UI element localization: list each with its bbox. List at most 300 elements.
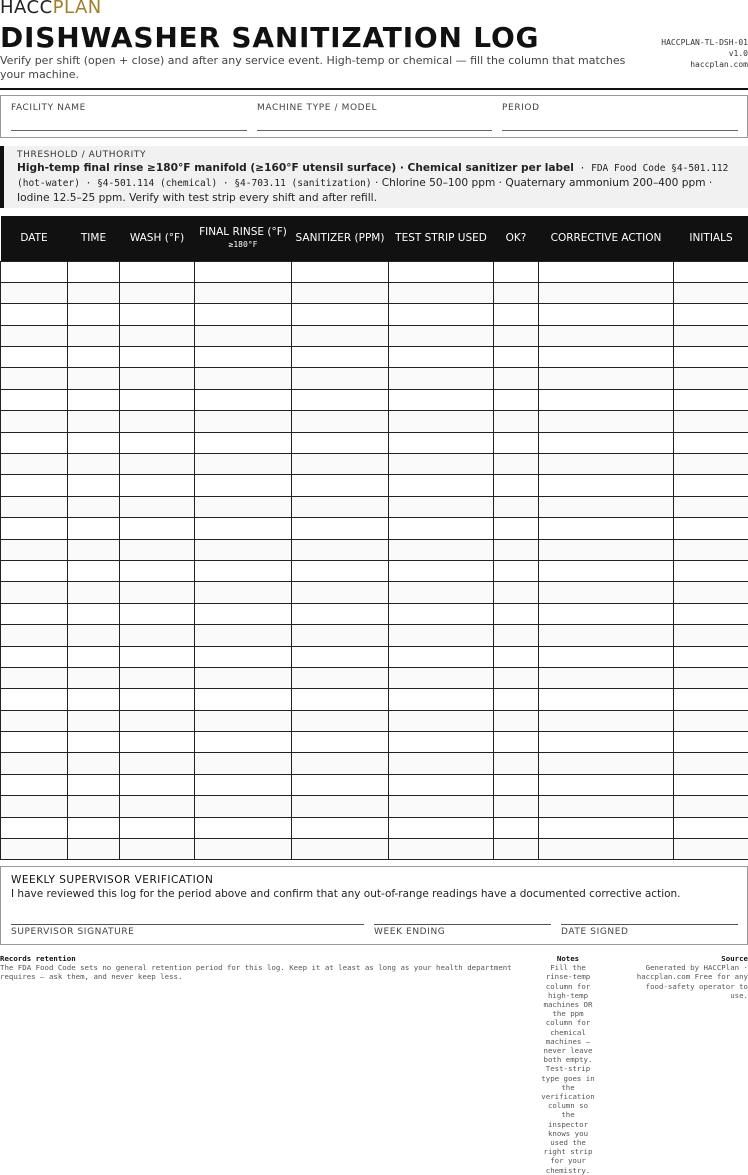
log-cell[interactable] xyxy=(539,475,674,496)
log-cell[interactable] xyxy=(674,710,748,731)
table-row xyxy=(1,753,748,774)
log-cell[interactable] xyxy=(1,347,68,368)
log-cell[interactable] xyxy=(539,582,674,603)
threshold-detail: · Chlorine 50–100 ppm · Quaternary ammonium 200–400 ppm · Iodine 12.5–25 ppm. Verify with test strip every shift and after refill. xyxy=(17,177,713,204)
log-cell[interactable] xyxy=(1,518,68,539)
log-cell[interactable] xyxy=(389,646,494,667)
log-cell[interactable] xyxy=(120,261,195,282)
log-cell[interactable] xyxy=(292,261,389,282)
facility-name-field[interactable] xyxy=(11,96,247,139)
log-cell[interactable] xyxy=(389,261,494,282)
log-cell[interactable] xyxy=(674,261,748,282)
log-cell[interactable] xyxy=(389,368,494,389)
log-cell[interactable] xyxy=(68,817,120,838)
table-row xyxy=(1,347,748,368)
header-rule xyxy=(0,88,748,90)
log-cell[interactable] xyxy=(1,646,68,667)
log-cell[interactable] xyxy=(389,625,494,646)
log-cell[interactable] xyxy=(120,560,195,581)
log-cell[interactable] xyxy=(539,261,674,282)
log-cell[interactable] xyxy=(195,325,292,346)
log-cell[interactable] xyxy=(674,774,748,795)
log-cell[interactable] xyxy=(120,625,195,646)
threshold-rule: High-temp final rinse ≥180°F manifold (≥160°F utensil surface) · Chemical sanitizer per label xyxy=(17,162,574,174)
log-cell[interactable] xyxy=(292,603,389,624)
brand-part-1: HACC xyxy=(0,0,53,18)
log-cell[interactable] xyxy=(539,625,674,646)
log-cell[interactable] xyxy=(494,560,539,581)
log-cell[interactable] xyxy=(292,667,389,688)
col-header-date: DATE xyxy=(1,216,68,261)
log-cell[interactable] xyxy=(195,518,292,539)
log-cell[interactable] xyxy=(292,582,389,603)
log-cell[interactable] xyxy=(494,496,539,517)
log-cell[interactable] xyxy=(674,625,748,646)
log-cell[interactable] xyxy=(674,689,748,710)
log-cell[interactable] xyxy=(1,325,68,346)
notes-heading: Notes xyxy=(556,954,580,963)
log-cell[interactable] xyxy=(195,839,292,860)
log-cell[interactable] xyxy=(68,796,120,817)
log-cell[interactable] xyxy=(68,839,120,860)
log-cell[interactable] xyxy=(674,411,748,432)
log-cell[interactable] xyxy=(674,817,748,838)
log-cell[interactable] xyxy=(494,625,539,646)
period-field[interactable] xyxy=(502,96,738,139)
log-cell[interactable] xyxy=(539,603,674,624)
log-cell[interactable] xyxy=(1,304,68,325)
log-cell[interactable] xyxy=(494,389,539,410)
log-cell[interactable] xyxy=(120,796,195,817)
log-cell[interactable] xyxy=(539,496,674,517)
log-cell[interactable] xyxy=(1,839,68,860)
log-cell[interactable] xyxy=(68,646,120,667)
log-cell[interactable] xyxy=(389,282,494,303)
log-cell[interactable] xyxy=(494,454,539,475)
log-cell[interactable] xyxy=(120,582,195,603)
log-cell[interactable] xyxy=(674,732,748,753)
log-cell[interactable] xyxy=(1,817,68,838)
table-row xyxy=(1,325,748,346)
log-cell[interactable] xyxy=(292,325,389,346)
log-cell[interactable] xyxy=(1,582,68,603)
log-cell[interactable] xyxy=(674,368,748,389)
log-cell[interactable] xyxy=(292,304,389,325)
table-row xyxy=(1,389,748,410)
log-cell[interactable] xyxy=(389,411,494,432)
log-cell[interactable] xyxy=(1,625,68,646)
log-cell[interactable] xyxy=(389,325,494,346)
log-cell[interactable] xyxy=(68,411,120,432)
log-cell[interactable] xyxy=(292,389,389,410)
log-cell[interactable] xyxy=(494,582,539,603)
log-cell[interactable] xyxy=(539,389,674,410)
log-cell[interactable] xyxy=(68,496,120,517)
log-cell[interactable] xyxy=(120,667,195,688)
log-cell[interactable] xyxy=(292,753,389,774)
log-cell[interactable] xyxy=(389,774,494,795)
log-cell[interactable] xyxy=(1,796,68,817)
log-cell[interactable] xyxy=(674,325,748,346)
log-cell[interactable] xyxy=(120,539,195,560)
date-signed-field[interactable] xyxy=(561,867,738,946)
log-cell[interactable] xyxy=(494,475,539,496)
log-cell[interactable] xyxy=(120,603,195,624)
log-cell[interactable] xyxy=(389,304,494,325)
log-cell[interactable] xyxy=(195,582,292,603)
log-cell[interactable] xyxy=(68,432,120,453)
log-cell[interactable] xyxy=(494,325,539,346)
log-cell[interactable] xyxy=(195,475,292,496)
log-cell[interactable] xyxy=(494,646,539,667)
log-cell[interactable] xyxy=(195,347,292,368)
log-cell[interactable] xyxy=(1,689,68,710)
log-cell[interactable] xyxy=(674,347,748,368)
log-cell[interactable] xyxy=(539,774,674,795)
log-cell[interactable] xyxy=(674,496,748,517)
log-cell[interactable] xyxy=(68,603,120,624)
log-cell[interactable] xyxy=(68,560,120,581)
log-cell[interactable] xyxy=(494,753,539,774)
log-cell[interactable] xyxy=(674,304,748,325)
log-cell[interactable] xyxy=(389,389,494,410)
log-cell[interactable] xyxy=(195,689,292,710)
table-row xyxy=(1,560,748,581)
log-cell[interactable] xyxy=(539,732,674,753)
log-cell[interactable] xyxy=(539,796,674,817)
log-cell[interactable] xyxy=(389,582,494,603)
log-cell[interactable] xyxy=(120,817,195,838)
log-cell[interactable] xyxy=(68,261,120,282)
log-cell[interactable] xyxy=(120,839,195,860)
log-cell[interactable] xyxy=(292,796,389,817)
log-cell[interactable] xyxy=(120,475,195,496)
log-cell[interactable] xyxy=(389,347,494,368)
log-cell[interactable] xyxy=(494,774,539,795)
log-cell[interactable] xyxy=(539,667,674,688)
log-cell[interactable] xyxy=(68,518,120,539)
log-cell[interactable] xyxy=(494,368,539,389)
log-cell[interactable] xyxy=(292,454,389,475)
log-cell[interactable] xyxy=(1,475,68,496)
log-cell[interactable] xyxy=(1,560,68,581)
log-cell[interactable] xyxy=(120,368,195,389)
log-cell[interactable] xyxy=(68,582,120,603)
log-cell[interactable] xyxy=(389,732,494,753)
log-cell[interactable] xyxy=(68,475,120,496)
log-cell[interactable] xyxy=(494,432,539,453)
log-cell[interactable] xyxy=(68,454,120,475)
log-cell[interactable] xyxy=(1,667,68,688)
log-cell[interactable] xyxy=(1,774,68,795)
table-row xyxy=(1,839,748,860)
log-cell[interactable] xyxy=(1,603,68,624)
log-cell[interactable] xyxy=(674,389,748,410)
log-cell[interactable] xyxy=(1,368,68,389)
col-header-initials: INITIALS xyxy=(674,216,748,261)
log-cell[interactable] xyxy=(120,732,195,753)
log-cell[interactable] xyxy=(389,518,494,539)
log-cell[interactable] xyxy=(120,282,195,303)
log-cell[interactable] xyxy=(1,753,68,774)
document-version: v1.0 xyxy=(728,49,748,58)
log-cell[interactable] xyxy=(120,347,195,368)
log-cell[interactable] xyxy=(195,539,292,560)
log-cell[interactable] xyxy=(494,411,539,432)
log-cell[interactable] xyxy=(68,689,120,710)
log-table xyxy=(0,216,748,860)
log-cell[interactable] xyxy=(292,539,389,560)
log-cell[interactable] xyxy=(120,325,195,346)
log-cell[interactable] xyxy=(389,710,494,731)
log-cell[interactable] xyxy=(389,817,494,838)
log-cell[interactable] xyxy=(539,753,674,774)
log-cell[interactable] xyxy=(292,368,389,389)
log-cell[interactable] xyxy=(120,411,195,432)
week-ending-field[interactable] xyxy=(374,867,551,946)
log-cell[interactable] xyxy=(68,304,120,325)
log-cell[interactable] xyxy=(674,796,748,817)
log-cell[interactable] xyxy=(195,304,292,325)
col-header-wash: WASH (°F) xyxy=(120,216,195,261)
log-cell[interactable] xyxy=(292,817,389,838)
log-cell[interactable] xyxy=(389,475,494,496)
machine-type-label: MACHINE TYPE / MODEL xyxy=(257,103,378,113)
log-cell[interactable] xyxy=(195,667,292,688)
log-cell[interactable] xyxy=(674,282,748,303)
table-row xyxy=(1,282,748,303)
log-cell[interactable] xyxy=(195,432,292,453)
log-cell[interactable] xyxy=(1,389,68,410)
log-cell[interactable] xyxy=(292,732,389,753)
log-cell[interactable] xyxy=(68,539,120,560)
log-cell[interactable] xyxy=(1,496,68,517)
log-cell[interactable] xyxy=(292,560,389,581)
source-heading: Source xyxy=(721,954,748,963)
table-row xyxy=(1,368,748,389)
log-cell[interactable] xyxy=(292,475,389,496)
log-cell[interactable] xyxy=(195,496,292,517)
log-cell[interactable] xyxy=(539,432,674,453)
log-cell[interactable] xyxy=(292,625,389,646)
log-cell[interactable] xyxy=(120,710,195,731)
log-cell[interactable] xyxy=(674,539,748,560)
log-cell[interactable] xyxy=(1,411,68,432)
log-cell[interactable] xyxy=(68,282,120,303)
log-cell[interactable] xyxy=(195,282,292,303)
log-cell[interactable] xyxy=(539,710,674,731)
log-cell[interactable] xyxy=(120,646,195,667)
log-cell[interactable] xyxy=(674,454,748,475)
log-cell[interactable] xyxy=(539,347,674,368)
source xyxy=(633,954,748,1000)
log-cell[interactable] xyxy=(292,710,389,731)
table-row xyxy=(1,667,748,688)
log-cell[interactable] xyxy=(389,454,494,475)
log-cell[interactable] xyxy=(494,347,539,368)
log-cell[interactable] xyxy=(494,282,539,303)
log-cell[interactable] xyxy=(292,411,389,432)
threshold-box xyxy=(0,146,748,208)
log-cell[interactable] xyxy=(494,667,539,688)
log-cell[interactable] xyxy=(539,817,674,838)
log-cell[interactable] xyxy=(674,753,748,774)
log-cell[interactable] xyxy=(539,454,674,475)
date-signed-label: DATE SIGNED xyxy=(561,927,629,937)
log-cell[interactable] xyxy=(674,646,748,667)
log-cell[interactable] xyxy=(674,518,748,539)
log-cell[interactable] xyxy=(292,839,389,860)
log-cell[interactable] xyxy=(539,539,674,560)
log-cell[interactable] xyxy=(292,689,389,710)
log-cell[interactable] xyxy=(292,774,389,795)
log-cell[interactable] xyxy=(120,518,195,539)
log-cell[interactable] xyxy=(389,753,494,774)
log-cell[interactable] xyxy=(674,432,748,453)
log-cell[interactable] xyxy=(68,710,120,731)
log-cell[interactable] xyxy=(120,389,195,410)
log-cell[interactable] xyxy=(120,774,195,795)
log-cell[interactable] xyxy=(120,432,195,453)
log-cell[interactable] xyxy=(195,560,292,581)
log-cell[interactable] xyxy=(494,539,539,560)
records-retention-text: The FDA Food Code sets no general retention period for this log. Keep it at least as long as your health department requires — ask them, and never keep less. xyxy=(0,963,512,982)
log-cell[interactable] xyxy=(674,475,748,496)
log-cell[interactable] xyxy=(494,817,539,838)
log-cell[interactable] xyxy=(292,347,389,368)
log-cell[interactable] xyxy=(120,753,195,774)
log-cell[interactable] xyxy=(389,539,494,560)
log-cell[interactable] xyxy=(195,625,292,646)
table-row xyxy=(1,454,748,475)
log-cell[interactable] xyxy=(389,603,494,624)
threshold-text xyxy=(17,161,742,205)
log-cell[interactable] xyxy=(674,667,748,688)
log-cell[interactable] xyxy=(68,389,120,410)
log-cell[interactable] xyxy=(68,753,120,774)
supervisor-signature-label: SUPERVISOR SIGNATURE xyxy=(11,927,135,937)
table-row xyxy=(1,817,748,838)
log-cell[interactable] xyxy=(389,496,494,517)
log-cell[interactable] xyxy=(120,689,195,710)
log-cell[interactable] xyxy=(195,368,292,389)
brand-part-2: PLAN xyxy=(52,0,102,18)
log-cell[interactable] xyxy=(539,411,674,432)
log-cell[interactable] xyxy=(494,261,539,282)
log-cell[interactable] xyxy=(674,582,748,603)
log-cell[interactable] xyxy=(292,518,389,539)
log-cell[interactable] xyxy=(292,282,389,303)
log-cell[interactable] xyxy=(389,796,494,817)
document-meta xyxy=(658,37,748,70)
log-cell[interactable] xyxy=(195,411,292,432)
notes xyxy=(540,954,596,1175)
log-cell[interactable] xyxy=(389,839,494,860)
log-cell[interactable] xyxy=(494,732,539,753)
log-cell[interactable] xyxy=(68,732,120,753)
log-cell[interactable] xyxy=(539,368,674,389)
log-cell[interactable] xyxy=(1,432,68,453)
log-cell[interactable] xyxy=(674,839,748,860)
log-cell[interactable] xyxy=(195,732,292,753)
log-cell[interactable] xyxy=(292,496,389,517)
log-cell[interactable] xyxy=(539,282,674,303)
log-cell[interactable] xyxy=(120,454,195,475)
log-cell[interactable] xyxy=(195,646,292,667)
log-cell[interactable] xyxy=(195,753,292,774)
log-cell[interactable] xyxy=(1,539,68,560)
log-cell[interactable] xyxy=(292,432,389,453)
log-cell[interactable] xyxy=(1,454,68,475)
log-cell[interactable] xyxy=(68,368,120,389)
log-cell[interactable] xyxy=(494,304,539,325)
log-cell[interactable] xyxy=(195,774,292,795)
table-row xyxy=(1,475,748,496)
log-cell[interactable] xyxy=(68,347,120,368)
log-cell[interactable] xyxy=(1,710,68,731)
log-cell[interactable] xyxy=(539,560,674,581)
log-cell[interactable] xyxy=(1,261,68,282)
log-cell[interactable] xyxy=(539,646,674,667)
log-cell[interactable] xyxy=(494,518,539,539)
log-cell[interactable] xyxy=(120,304,195,325)
records-retention-heading: Records retention xyxy=(0,954,76,963)
machine-type-field[interactable] xyxy=(257,96,492,139)
log-cell[interactable] xyxy=(494,839,539,860)
log-cell[interactable] xyxy=(195,389,292,410)
log-cell[interactable] xyxy=(1,732,68,753)
log-cell[interactable] xyxy=(389,432,494,453)
log-cell[interactable] xyxy=(389,667,494,688)
log-cell[interactable] xyxy=(195,454,292,475)
log-cell[interactable] xyxy=(195,817,292,838)
log-cell[interactable] xyxy=(494,603,539,624)
threshold-authority: · FDA Food Code §4-501.112 (hot-water) · §4-501.114 (chemical) · §4-703.11 (sanitization) xyxy=(17,163,729,189)
log-cell[interactable] xyxy=(68,325,120,346)
log-cell[interactable] xyxy=(674,560,748,581)
final-rinse-threshold: ≥180°F xyxy=(228,239,258,249)
log-cell[interactable] xyxy=(539,325,674,346)
log-cell[interactable] xyxy=(389,689,494,710)
log-cell[interactable] xyxy=(68,667,120,688)
log-cell[interactable] xyxy=(195,261,292,282)
header-fields xyxy=(0,95,748,138)
log-cell[interactable] xyxy=(539,689,674,710)
supervisor-signature-field[interactable] xyxy=(11,867,364,946)
table-row xyxy=(1,582,748,603)
log-cell[interactable] xyxy=(292,646,389,667)
log-cell[interactable] xyxy=(674,603,748,624)
log-cell[interactable] xyxy=(195,796,292,817)
log-cell[interactable] xyxy=(389,560,494,581)
source-text: Generated by HACCPlan · haccplan.com Free for any food-safety operator to use. xyxy=(636,963,748,1000)
page-title: DISHWASHER SANITIZATION LOG xyxy=(0,21,540,54)
log-cell[interactable] xyxy=(539,518,674,539)
log-cell[interactable] xyxy=(1,282,68,303)
log-cell[interactable] xyxy=(68,625,120,646)
log-cell[interactable] xyxy=(68,774,120,795)
log-cell[interactable] xyxy=(539,839,674,860)
log-cell[interactable] xyxy=(494,710,539,731)
log-cell[interactable] xyxy=(539,304,674,325)
facility-name-line xyxy=(11,130,247,131)
log-cell[interactable] xyxy=(195,603,292,624)
log-cell[interactable] xyxy=(494,796,539,817)
log-cell[interactable] xyxy=(195,710,292,731)
log-cell[interactable] xyxy=(120,496,195,517)
log-cell[interactable] xyxy=(494,689,539,710)
table-row xyxy=(1,796,748,817)
